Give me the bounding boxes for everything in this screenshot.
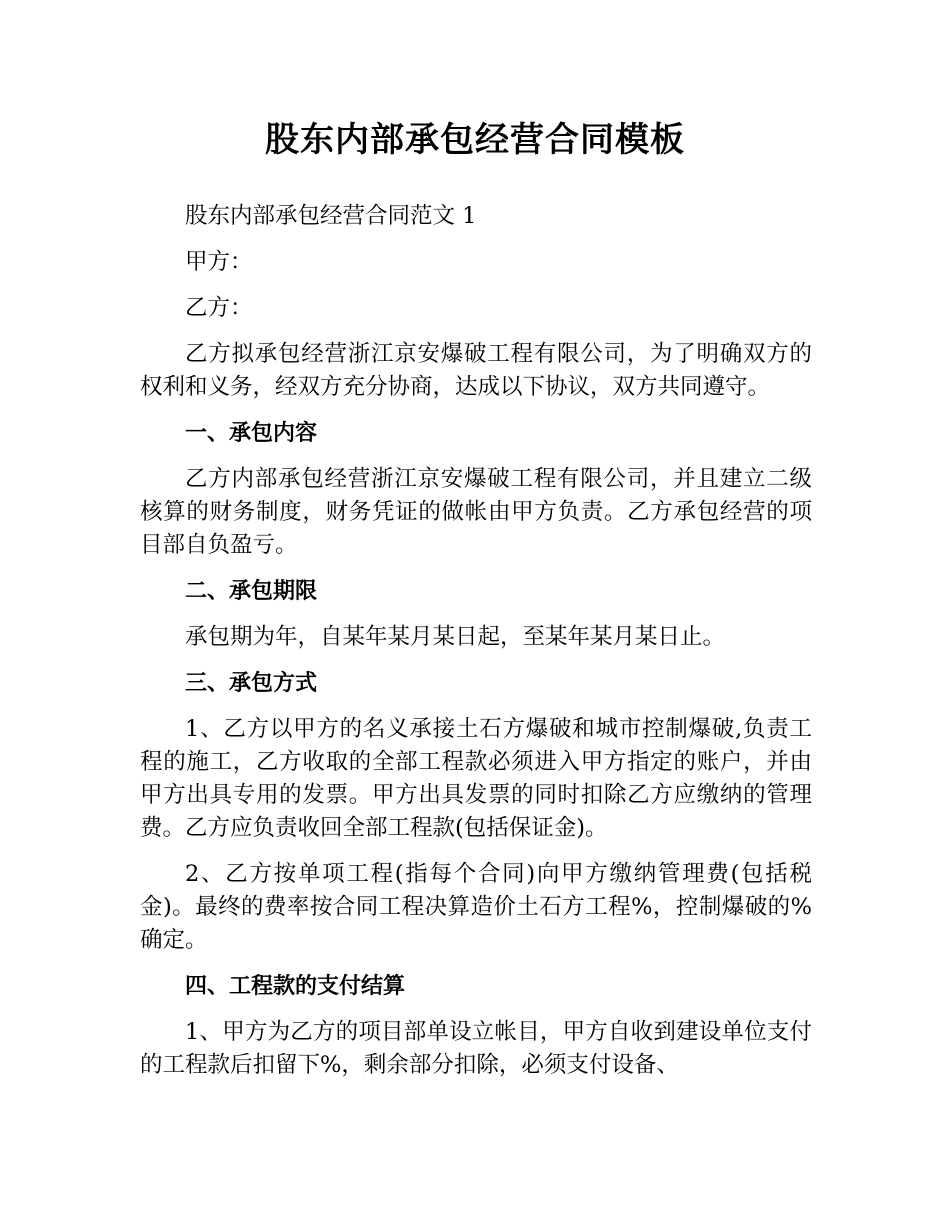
party-b-line: 乙方： [185,295,253,321]
intro-paragraph: 乙方拟承包经营浙江京安爆破工程有限公司，为了明确双方的权利和义务，经双方充分协商，达成以下协议，双方共同遵守。 [140,341,812,400]
document-title: 股东内部承包经营合同模板 [265,120,685,160]
section-paragraph: 1、乙方以甲方的名义承接土石方爆破和城市控制爆破,负责工程的施工，乙方收取的全部工程款必须进入甲方指定的账户，并由甲方出具专用的发票。甲方出具发票的同时扣除乙方应缴纳的管理费。乙方应负责收回全部工程款(包括保证金)。 [140,716,812,841]
section-paragraph: 乙方内部承包经营浙江京安爆破工程有限公司，并且建立二级核算的财务制度，财务凭证的做帐由甲方负责。乙方承包经营的项目部自负盈亏。 [140,466,812,558]
section-paragraph: 1、甲方为乙方的项目部单设立帐目，甲方自收到建设单位支付的工程款后扣留下%，剩余部分扣除，必须支付设备、 [140,1019,812,1078]
section-heading: 一、承包内容 [185,421,318,446]
document-body [140,200,812,1095]
section-paragraph: 承包期为年，自某年某月某日起，至某年某月某日止。 [185,624,726,650]
party-a-line: 甲方： [185,249,253,275]
section-heading: 四、工程款的支付结算 [185,974,406,999]
section-heading: 二、承包期限 [185,579,318,604]
section-heading: 三、承包方式 [185,671,318,696]
section-paragraph: 2、乙方按单项工程(指每个合同)向甲方缴纳管理费(包括税金)。最终的费率按合同工程决算造价土石方工程%，控制爆破的%确定。 [140,861,812,953]
document-subtitle: 股东内部承包经营合同范文 1 [185,203,477,229]
